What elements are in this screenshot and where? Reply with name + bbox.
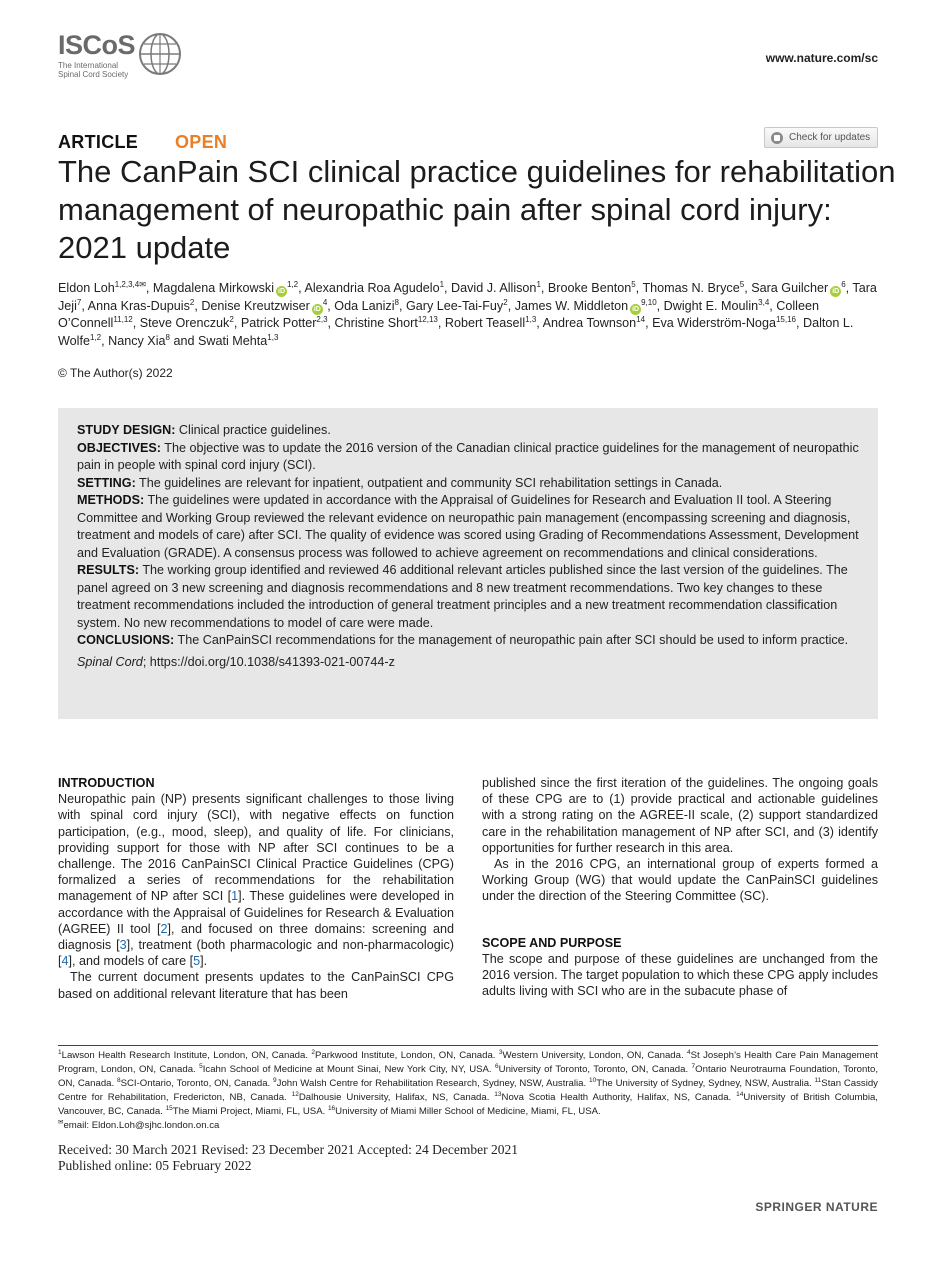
affiliation-number: 16 [327,1104,336,1112]
affiliation-number: 9 [273,1076,277,1084]
affiliation-number: 2 [311,1048,316,1056]
author-affiliation-sup: 11,12 [113,314,133,324]
abstract-methods: METHODS: The guidelines were updated in accordance with the Appraisal of Guidelines for Research and Evaluation II tool. A Steering Committee and Working Group reviewed the relevant evidence on neuropathic pain management (encompassing screening and diagnosis, treatment and models of care) after SCI. The quality of evidence was scored using Grading of Recommendations Assessment, Development and Evaluation (GRADE). A consensus process was followed to achieve agreement on recommendations and clinical considerations. [77,493,859,560]
open-access-label: OPEN [175,132,228,152]
affiliation-text: Western University, London, ON, Canada. [502,1050,687,1061]
author-name[interactable]: David J. Allison$^1$ [451,279,541,295]
affiliation-number: 3 [498,1048,503,1056]
author-name[interactable]: Thomas N. Bryce$^5$ [642,279,745,295]
author-name[interactable]: Eldon Loh$^{1,2,3,4✉}$ [58,279,146,295]
abstract-box [58,408,878,719]
orcid-icon[interactable]: iD [313,305,321,313]
affiliation-text: Nova Scotia Health Authority, Halifax, NS, Canada. [501,1092,737,1103]
affiliation-text: The Miami Project, Miami, FL, USA. [172,1106,328,1117]
affiliation-number: 6 [495,1062,499,1070]
affiliation-number: 13 [494,1090,502,1098]
affiliation-text: Stan Cassidy Centre for Rehabilitation, Fredericton, NB, Canada. [58,1078,878,1103]
reference-link[interactable]: 2 [160,921,168,936]
affiliation-text: John Walsh Centre for Rehabilitation Research, Sydney, NSW, Australia. [276,1078,589,1089]
intro-paragraph-2-cont: published since the first iteration of the guidelines. The ongoing goals of these CPG are to (1) provide practical and actionable guidelines with a strong rating on the AGREE-II scale, (2) support standardized care in the rehabilitation management of NP after SCI, and (3) identify opportunities for further research in this area. [482,776,878,855]
author-name[interactable]: Denise Kreutzwiser $iD^4$ [201,297,328,313]
citation [77,654,867,672]
journal-name: Spinal Cord [77,654,143,669]
site-url-link[interactable]: www.nature.com/sc [765,51,878,65]
author-name[interactable]: Brooke Benton$^5$ [547,279,636,295]
author-affiliation-sup: 1,3 [267,332,279,342]
orcid-icon[interactable]: iD [832,288,840,295]
author-name[interactable]: Swati Mehta$^{1,3}$ [197,332,279,348]
reference-link[interactable]: 3 [119,938,127,953]
body-column-left [58,775,454,1002]
orcid-icon[interactable]: iD [632,305,640,313]
intro-paragraph-1: Neuropathic pain (NP) presents significant challenges to those living with spinal cord injury (SCI), with negative effects on function participation, (e.g., mood, sleep), and quality of life. For clinicians, providing support for those with NP after SCI continues to be a challenge. The 2016 CanPainSCI Clinical Practice Guidelines (CPG) formalized a series of recommendations for the rehabilitation management of NP after SCI [1]. These guidelines were developed in accordance with the Appraisal of Guidelines for Research & Evaluation (AGREE) II tool [2], and focused on three domains: screening and diagnosis [3], treatment (both pharmacologic and non-pharmacologic) [4], and models of care [5]. [58,792,454,969]
author-affiliation-sup: 2,3 [316,314,328,324]
author-name[interactable]: Dwight E. Moulin$^{3,4}$ [663,297,770,313]
author-affiliation-sup: 4 [322,297,328,307]
author-name[interactable]: Dalton L. Wolfe$^{1,2}$ [58,316,854,348]
affiliation-number: 1 [58,1048,62,1056]
author-name[interactable]: Anna Kras-Dupuis$^2$ [87,297,195,313]
author-name[interactable]: Colleen O’Connell$^{11,12}$ [58,298,819,330]
author-affiliation-sup: 5 [739,279,745,289]
body-column-right [482,775,878,999]
affiliation-number: 14 [736,1090,744,1098]
author-name[interactable]: Oda Lanizi$^8$ [334,297,399,313]
check-for-updates-button[interactable] [764,127,878,148]
abstract-results: RESULTS: The working group identified and reviewed 46 additional relevant articles published since the last version of the guidelines. The panel agreed on 3 new screening and diagnosis recommendations and 8 new treatment recommendations. Two key changes to these treatment recommendations included the introduction of general treatment principles and a new treatment recommendation classification system. No new recommendations to model of care were made. [77,563,848,630]
affiliation-number: 15 [165,1104,173,1112]
update-icon [771,132,783,144]
affiliation-text: University of Toronto, Toronto, ON, Canada. [498,1064,692,1075]
author-name[interactable]: Gary Lee-Tai-Fuy$^2$ [405,297,508,313]
affiliation-text: Lawson Health Research Institute, London, ON, Canada. [61,1050,312,1061]
author-affiliation-sup: 9,10 [641,297,657,307]
section-heading-scope: SCOPE AND PURPOSE [482,935,622,950]
affiliation-number: 12 [291,1090,299,1098]
affiliation-text: Ontario Neurotrauma Foundation, Toronto, ON, Canada. [58,1064,878,1089]
reference-link[interactable]: 5 [193,954,201,969]
reference-link[interactable]: 4 [61,954,69,969]
published-online: Published online: 05 February 2022 [58,1158,252,1173]
author-affiliation-sup: 14 [636,314,646,324]
section-heading-introduction: INTRODUCTION [58,776,155,790]
author-affiliation-sup: 1,3 [525,314,537,324]
affiliation-text: Dalhousie University, Halifax, NS, Canada. [298,1092,495,1103]
check-updates-label: Check for updates [789,132,871,143]
affiliation-number: 4 [687,1048,691,1056]
author-affiliation-sup: 2 [229,314,234,324]
copyright-notice: © The Author(s) 2022 [58,366,173,380]
abstract-objectives: OBJECTIVES: The objective was to update the 2016 version of the Canadian clinical practice guidelines for the management of neuropathic pain in people with spinal cord injury (SCI). [77,440,859,472]
intro-paragraph-2-start: The current document presents updates to the CanPainSCI CPG based on additional relevant literature that has been [58,970,454,1001]
spacer [482,905,878,935]
author-affiliation-sup: 1,2 [89,332,102,342]
author-affiliation-sup: 1,2 [287,279,299,289]
author-name[interactable]: Andrea Townson$^{14}$ [542,314,646,330]
affiliation-number: 7 [691,1062,696,1070]
author-name[interactable]: Magdalena Mirkowski iD$^{1,2}$ [152,279,299,295]
author-affiliation-sup: 12,13 [417,314,438,324]
author-name[interactable]: Alexandria Roa Agudelo$^1$ [304,279,445,295]
author-affiliation-sup: 1 [439,279,445,289]
logo-wordmark: ISCoS [58,30,136,60]
author-affiliation-sup: 8 [165,332,170,342]
footnote-divider [58,1045,878,1046]
author-affiliation-sup: 3,4 [758,297,770,307]
affiliation-text: University of Miami Miller School of Medicine, Miami, FL, USA. [335,1106,601,1117]
affiliation-number: 11 [814,1076,822,1084]
author-name[interactable]: James W. Middleton iD$^{9,10}$ [514,297,657,313]
author-affiliation-sup: 15,16 [775,314,796,324]
affiliation-number: 8 [116,1076,121,1084]
orcid-icon[interactable]: iD [278,288,285,295]
author-name[interactable]: Tara Jeji$^7$ [58,281,877,313]
doi-link[interactable]: ; https://doi.org/10.1038/s41393-021-00744-z [142,654,395,669]
intro-paragraph-3: As in the 2016 CPG, an international group of experts formed a Working Group (WG) that would update the CanPainSCI guidelines under the direction of the Steering Committee (SC). [482,857,878,904]
article-type-label: ARTICLE [58,132,139,152]
author-name[interactable]: Robert Teasell$^{1,3}$ [444,314,537,330]
author-affiliation-sup: 2 [503,297,508,307]
author-affiliation-sup: 5 [631,279,636,289]
affiliation-text: St Joseph’s Health Care Pain Management Program, London, ON, Canada. [58,1050,878,1075]
author-affiliation-sup: 8 [394,297,399,307]
author-name[interactable]: Patrick Potter$^{2,3}$ [240,314,328,330]
envelope-icon: ✉ [58,1118,64,1126]
author-affiliation-sup: 1,2,3,4✉ [114,279,146,289]
abstract-study-design: STUDY DESIGN: Clinical practice guidelines. [77,423,331,437]
affiliation-text: University of British Columbia, Vancouver, BC, Canada. [58,1092,878,1117]
affiliation-number: 10 [589,1076,597,1084]
scope-paragraph-1: The scope and purpose of these guidelines are unchanged from the 2016 version. The target population to which these CPG apply includes adults living with SCI who are in the subacute phase of [482,951,879,999]
affiliation-text: Icahn School of Medicine at Mount Sinai, New York City, NY, USA. [202,1064,496,1075]
author-affiliation-sup: 7 [76,297,82,307]
affiliation-text: The University of Sydney, Sydney, NSW, Australia. [596,1078,815,1089]
logo-subtitle: The International Spinal Cord Society [58,61,129,79]
affiliation-number: 5 [199,1062,203,1070]
globe-icon [138,32,182,76]
author-affiliation-sup: 1 [536,279,541,289]
abstract-setting: SETTING: The guidelines are relevant for inpatient, outpatient and community SCI rehabilitation settings in Canada. [77,475,723,490]
iscos-logo [58,32,198,82]
author-name[interactable]: Eva Widerström-Noga$^{15,16}$ [652,314,796,330]
author-affiliation-sup: 2 [189,297,195,307]
affiliations-footnote [58,1049,878,1133]
author-name[interactable]: Christine Short$^{12,13}$ [334,314,438,330]
author-list: Eldon Loh$^{1,2,3,4✉}$, Magdalena Mirkowski iD$^{1,2}$, Alexandria Roa Agudelo$^1$, David J. Allison$^1$, Brooke Benton$^5$, Thomas N. Bryce$^5$, Sara Guilcher $iD^6$, Tara Jeji$^7$, Anna Kras-Dupuis$^2$, Denise Kreutzwiser $iD^4$, Oda Lanizi$^8$, Gary Lee-Tai-Fuy$^2$, James W. Middleton iD$^{9,10}$, Dwight E. Moulin$^{3,4}$, Colleen O’Connell$^{11,12}$, Steve Orenczuk$^2$, Patrick Potter$^{2,3}$, Christine Short$^{12,13}$, Robert Teasell$^{1,3}$, Andrea Townson$^{14}$, Eva Widerström-Noga$^{15,16}$, Dalton L. Wolfe$^{1,2}$, Nancy Xia$^8$ and Swati Mehta$^{1,3}$ [58,279,877,348]
affiliation-text: Parkwood Institute, London, ON, Canada. [315,1050,499,1061]
publisher-logo: SPRINGER NATURE [755,1200,878,1214]
reference-link[interactable]: 1 [231,889,239,904]
article-title: The CanPain SCI clinical practice guidelines for rehabilitation management of neuropathic pain after spinal cord injury: 2021 update [58,154,896,265]
author-name[interactable]: Nancy Xia$^8$ [108,332,170,348]
corresponding-email[interactable]: email: Eldon.Loh@sjhc.london.on.ca [63,1120,220,1131]
received-revised-accepted: Received: 30 March 2021 Revised: 23 December 2021 Accepted: 24 December 2021 [58,1142,518,1157]
author-name[interactable]: Sara Guilcher $iD^6$ [751,279,846,295]
publication-dates [58,1142,518,1174]
author-affiliation-sup: 6 [841,279,846,289]
affiliation-text: SCI-Ontario, Toronto, ON, Canada. [120,1078,274,1089]
author-name[interactable]: Steve Orenczuk$^2$ [139,314,234,330]
abstract-conclusions: CONCLUSIONS: The CanPainSCI recommendations for the management of neuropathic pain after SCI should be used to inform practice. [77,633,849,647]
